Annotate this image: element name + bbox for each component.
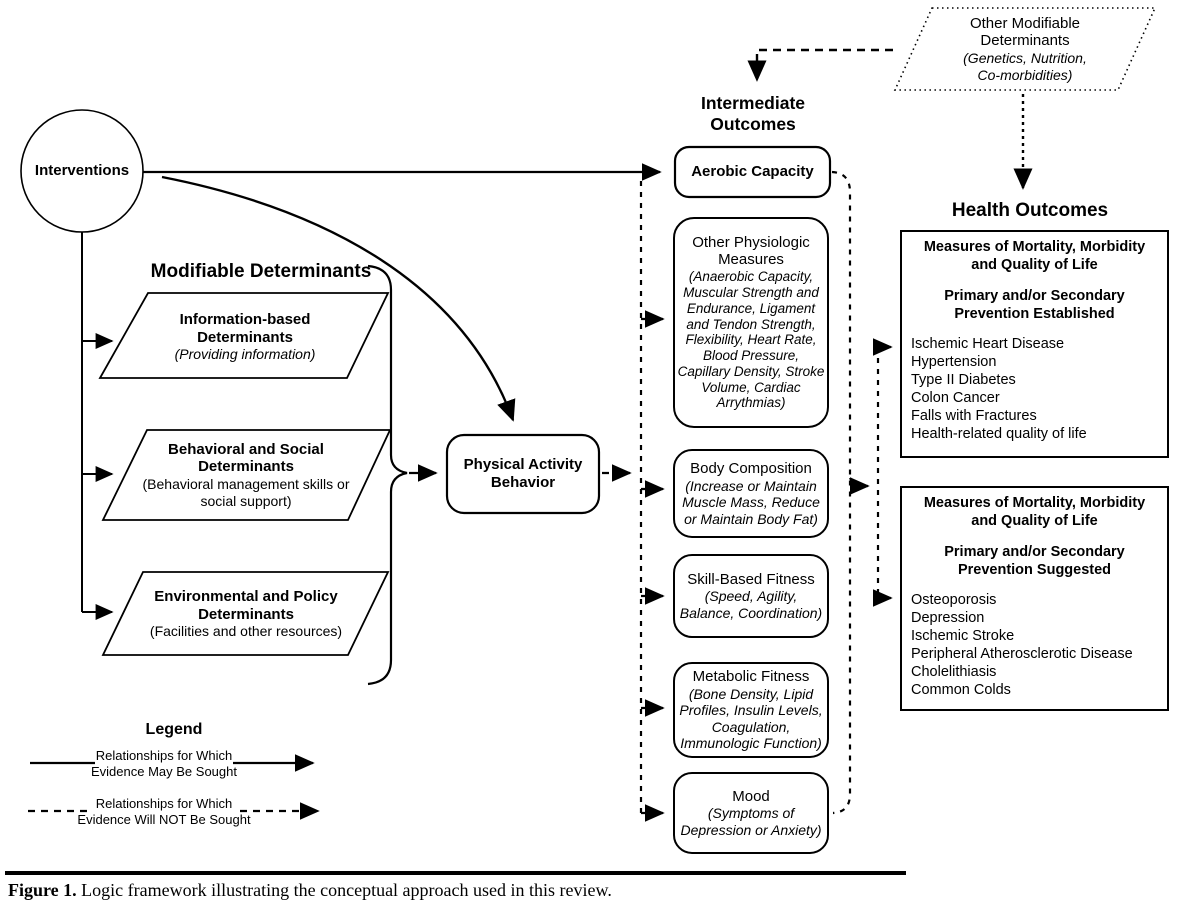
dashed-arrow-collector-to-health-rail bbox=[850, 478, 868, 486]
other-modifiable-node bbox=[900, 9, 1150, 89]
health-outcome-item: Health-related quality of life bbox=[911, 425, 1087, 442]
skill-based-fitness-node bbox=[677, 557, 825, 635]
health-outcome-item: Depression bbox=[911, 609, 985, 626]
modifiable-determinants-heading: Modifiable Determinants bbox=[150, 260, 372, 282]
other-modifiable-detail: (Genetics, Nutrition, Co-morbidities) bbox=[963, 50, 1087, 83]
health-box-suggested bbox=[901, 487, 1168, 710]
body-composition-title: Body Composition bbox=[690, 459, 812, 477]
physical-activity-node bbox=[450, 437, 596, 511]
body-composition-node bbox=[677, 452, 825, 535]
environmental-determinants-detail: (Facilities and other resources) bbox=[149, 623, 343, 640]
health-box-established-title: Measures of Mortality, Morbidity and Quality of Life bbox=[923, 239, 1146, 273]
behavioral-determinants-node bbox=[112, 432, 380, 518]
aerobic-capacity-node: Aerobic Capacity bbox=[691, 163, 814, 181]
other-physiologic-title: Other Physiologic Measures bbox=[692, 233, 810, 269]
other-physiologic-detail: (Anaerobic Capacity, Muscular Strength and Endurance, Ligament and Tendon Strength, Flexibility, Heart Rate, Blood Pressure, Capillary Density, Stroke Volume, Cardiac Arrythmias) bbox=[677, 269, 825, 411]
health-outcome-item: Ischemic Heart Disease bbox=[911, 335, 1065, 352]
intermediate-outcomes-heading: Intermediate Outcomes bbox=[700, 93, 806, 134]
health-box-established-subtitle: Primary and/or Secondary Prevention Established bbox=[944, 288, 1125, 323]
skill-based-fitness-title: Skill-Based Fitness bbox=[687, 570, 815, 588]
mood-node bbox=[677, 775, 825, 851]
other-physiologic-node bbox=[677, 221, 825, 424]
body-composition-detail: (Increase or Maintain Muscle Mass, Reduce or Maintain Body Fat) bbox=[682, 477, 820, 527]
health-outcome-item: Colon Cancer bbox=[911, 389, 1000, 406]
information-determinants-title: Information-based Determinants bbox=[179, 311, 311, 346]
other-modifiable-title: Other Modifiable Determinants bbox=[969, 14, 1081, 50]
figure-caption-label: Figure 1. bbox=[8, 880, 77, 900]
health-box-suggested-subtitle: Primary and/or Secondary Prevention Suggested bbox=[944, 544, 1125, 579]
health-box-suggested-title: Measures of Mortality, Morbidity and Quality of Life bbox=[923, 495, 1146, 529]
health-outcome-item: Cholelithiasis bbox=[911, 663, 997, 680]
environmental-determinants-node bbox=[112, 574, 380, 654]
information-determinants-node bbox=[120, 297, 370, 377]
information-determinants-detail: (Providing information) bbox=[174, 346, 316, 363]
dashed-arrow-other-modifiable-to-intermediate bbox=[757, 50, 893, 80]
health-outcome-item: Hypertension bbox=[911, 353, 997, 370]
health-outcomes-heading: Health Outcomes bbox=[951, 199, 1109, 221]
legend-heading: Legend bbox=[145, 720, 203, 738]
environmental-determinants-title: Environmental and Policy Determinants bbox=[154, 588, 338, 623]
skill-based-fitness-detail: (Speed, Agility, Balance, Coordination) bbox=[679, 588, 823, 621]
health-box-established-list bbox=[909, 336, 1160, 444]
health-outcome-item: Ischemic Stroke bbox=[911, 627, 1015, 644]
health-outcome-item: Falls with Fractures bbox=[911, 407, 1037, 424]
interventions-label: Interventions bbox=[34, 162, 130, 180]
dashed-rail-outcomes-collector bbox=[832, 172, 850, 813]
legend-dashed-label: Relationships for Which Evidence Will NOT Be Sought bbox=[77, 796, 251, 827]
figure-caption bbox=[8, 880, 988, 901]
health-outcome-item: Osteoporosis bbox=[911, 591, 997, 608]
health-box-suggested-list bbox=[909, 592, 1160, 700]
behavioral-determinants-title: Behavioral and Social Determinants bbox=[168, 440, 324, 476]
mood-title: Mood bbox=[732, 787, 770, 805]
legend-solid-label: Relationships for Which Evidence May Be Sought bbox=[91, 748, 237, 779]
physical-activity-label: Physical Activity Behavior bbox=[463, 456, 583, 491]
mood-detail: (Symptoms of Depression or Anxiety) bbox=[680, 805, 822, 838]
metabolic-fitness-node bbox=[677, 665, 825, 755]
metabolic-fitness-title: Metabolic Fitness bbox=[692, 668, 810, 686]
figure-caption-text: Logic framework illustrating the conceptual approach used in this review. bbox=[76, 880, 612, 900]
health-box-established bbox=[901, 231, 1168, 457]
interventions-node bbox=[22, 111, 142, 231]
behavioral-determinants-detail: (Behavioral management skills or social support) bbox=[142, 476, 350, 509]
metabolic-fitness-detail: (Bone Density, Lipid Profiles, Insulin Levels, Coagulation, Immunologic Function) bbox=[679, 685, 823, 752]
health-outcome-item: Peripheral Atherosclerotic Disease bbox=[911, 645, 1133, 662]
health-outcome-item: Common Colds bbox=[911, 681, 1011, 698]
caption-divider-rule bbox=[5, 871, 906, 875]
health-outcome-item: Type II Diabetes bbox=[911, 371, 1016, 388]
